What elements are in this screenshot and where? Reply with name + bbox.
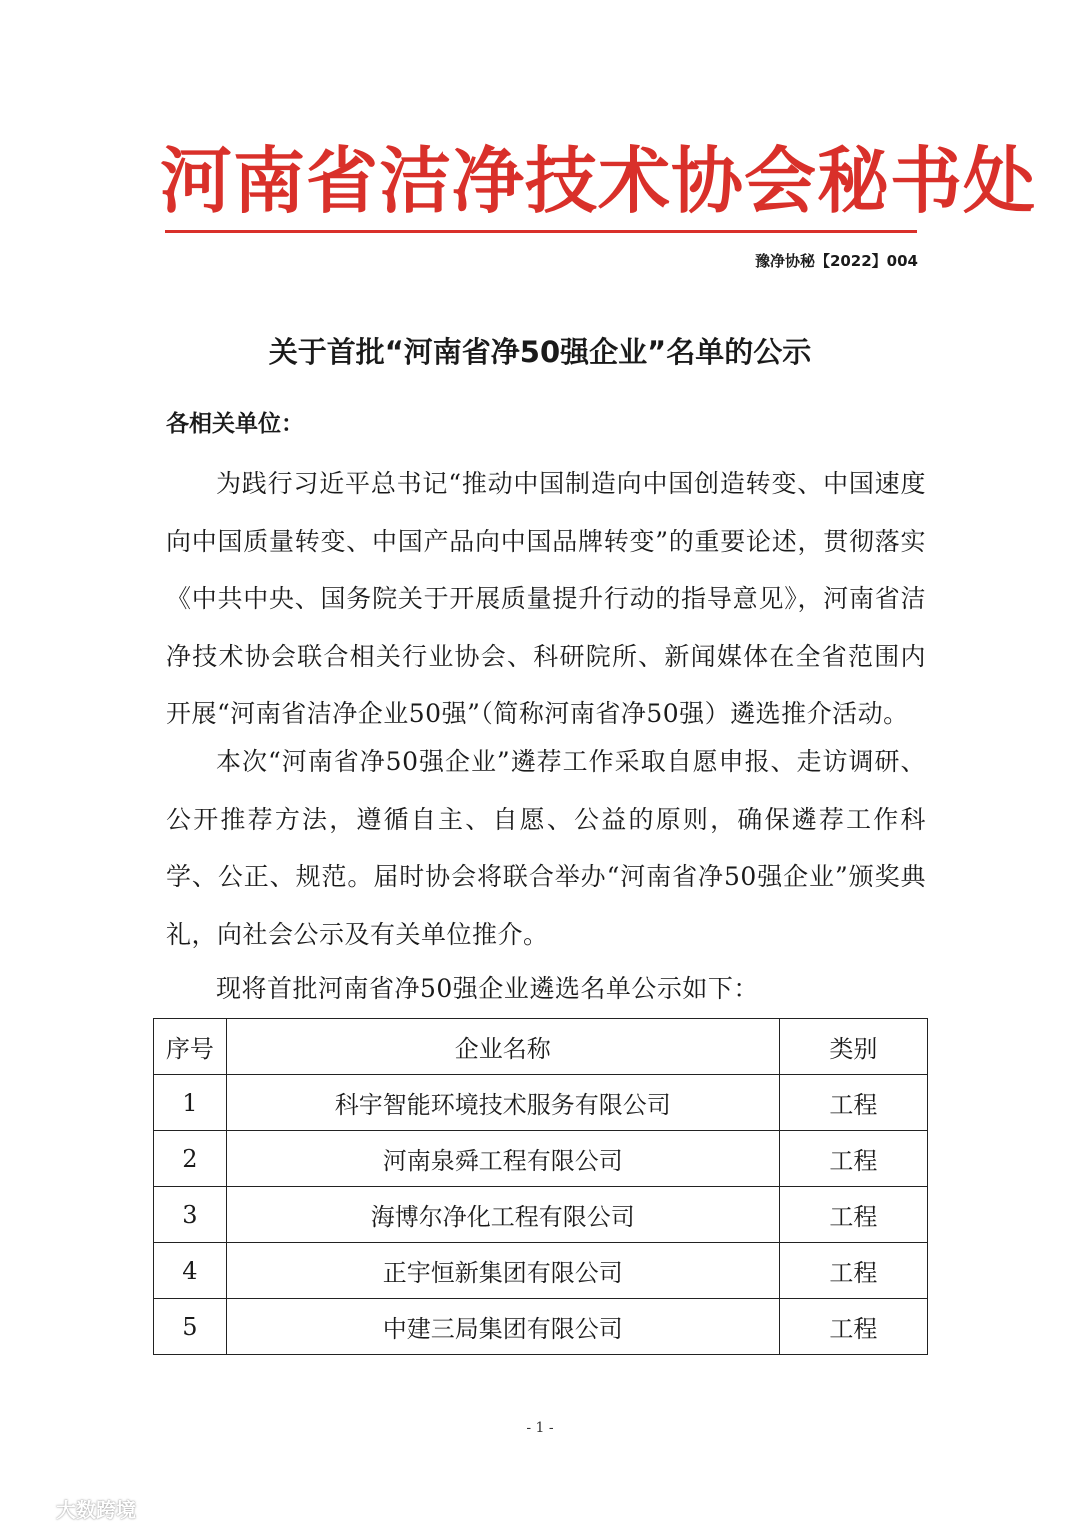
brand-logo-icon [10,1497,50,1521]
cell-company-name: 中建三局集团有限公司 [226,1299,779,1355]
cell-seq: 4 [154,1243,227,1299]
table-row [154,1131,928,1187]
watermark-text: 大数跨境 [56,1498,136,1522]
cell-category: 工程 [779,1131,927,1187]
table-row [154,1299,928,1355]
cell-seq: 5 [154,1299,227,1355]
enterprise-list-table [153,1018,928,1355]
cell-category: 工程 [779,1243,927,1299]
cell-company-name: 科宇智能环境技术服务有限公司 [226,1075,779,1131]
cell-company-name: 海博尔净化工程有限公司 [226,1187,779,1243]
body-paragraph: 为践行习近平总书记“推动中国制造向中国创造转变、中国速度向中国质量转变、中国产品向中国品牌转变”的重要论述，贯彻落实《中共中央、国务院关于开展质量提升行动的指导意见》，河南省洁净技术协会联合相关行业协会、科研院所、新闻媒体在全省范围内开展“河南省洁净企业50强”（简称河南省净50强）遴选推介活动。 [166,469,926,728]
letterhead-divider [165,230,917,233]
cell-category: 工程 [779,1299,927,1355]
cell-seq: 1 [154,1075,227,1131]
table-row [154,1075,928,1131]
salutation: 各相关单位： [166,411,304,437]
table-header-row [154,1019,928,1075]
cell-seq: 3 [154,1187,227,1243]
cell-category: 工程 [779,1187,927,1243]
letterhead-organization: 河南省洁净技术协会秘书处 [160,139,1037,223]
page-number: - 1 - [526,1420,554,1436]
column-header-seq: 序号 [154,1019,227,1075]
cell-seq: 2 [154,1131,227,1187]
cell-company-name: 正宇恒新集团有限公司 [226,1243,779,1299]
column-header-name: 企业名称 [226,1019,779,1075]
body-paragraph: 本次“河南省净50强企业”遴荐工作采取自愿申报、走访调研、公开推荐方法，遵循自主、自愿、公益的原则，确保遴荐工作科学、公正、规范。届时协会将联合举办“河南省净50强企业”颁奖典礼，向社会公示及有关单位推介。 [166,747,926,949]
column-header-category: 类别 [779,1019,927,1075]
document-number: 豫净协秘【2022】004 [754,252,918,270]
table-row [154,1243,928,1299]
document-title: 关于首批“河南省净50强企业”名单的公示 [268,335,812,369]
watermark [10,1494,136,1523]
table-row [154,1187,928,1243]
cell-company-name: 河南泉舜工程有限公司 [226,1131,779,1187]
table-intro-paragraph: 现将首批河南省净50强企业遴选名单公示如下： [216,974,759,1003]
cell-category: 工程 [779,1075,927,1131]
